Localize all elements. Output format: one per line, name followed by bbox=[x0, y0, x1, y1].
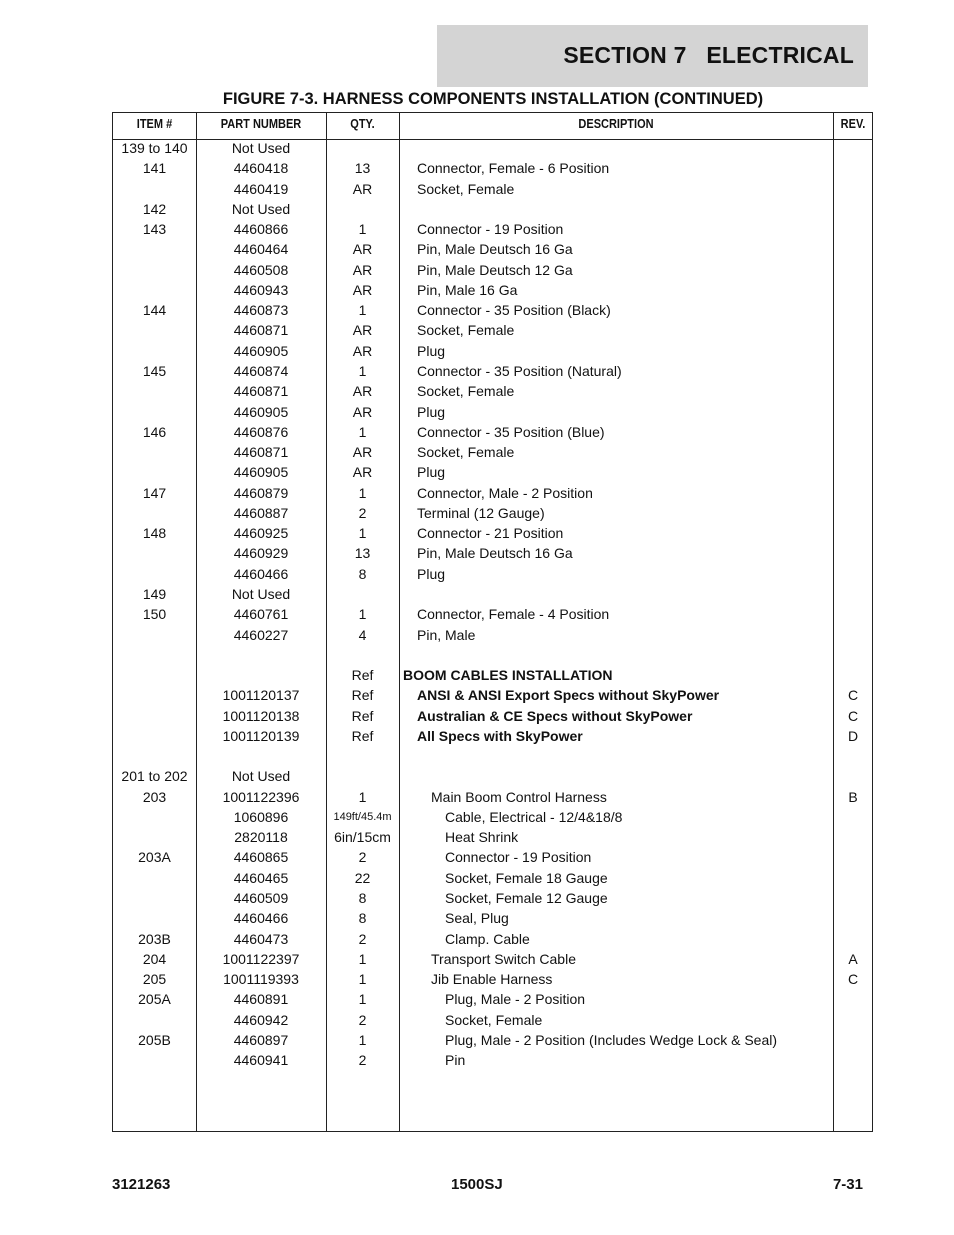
column-header-description: DESCRIPTION bbox=[578, 117, 654, 131]
cell-qty: 1 bbox=[358, 788, 367, 805]
cell-item: 203 bbox=[142, 788, 167, 805]
table-row bbox=[113, 300, 872, 320]
table-row bbox=[113, 199, 872, 219]
table-row bbox=[113, 503, 872, 523]
cell-qty: AR bbox=[352, 281, 373, 298]
cell-qty: 1 bbox=[358, 423, 367, 440]
column-header-qty: QTY. bbox=[350, 117, 375, 131]
cell-part: 4460925 bbox=[233, 525, 289, 542]
cell-desc: Transport Switch Cable bbox=[431, 950, 576, 967]
cell-item: 203B bbox=[138, 930, 171, 947]
cell-desc: Connector - 19 Position bbox=[445, 849, 592, 866]
cell-part: 4460887 bbox=[233, 504, 289, 521]
cell-qty: 2 bbox=[358, 930, 367, 947]
cell-qty: AR bbox=[352, 464, 373, 481]
column-header-item: ITEM # bbox=[136, 117, 173, 131]
cell-qty: AR bbox=[352, 403, 373, 420]
cell-item: 204 bbox=[142, 950, 167, 967]
table-row bbox=[113, 706, 872, 726]
table-row bbox=[113, 807, 872, 827]
cell-part: 4460905 bbox=[233, 464, 289, 481]
table-row bbox=[113, 766, 872, 786]
cell-qty: 13 bbox=[354, 545, 371, 562]
cell-part: 4460419 bbox=[233, 180, 289, 197]
cell-desc: Plug, Male - 2 Position (Includes Wedge Lock & Seal) bbox=[445, 1031, 778, 1048]
cell-desc: Pin, Male bbox=[417, 626, 476, 643]
cell-desc: All Specs with SkyPower bbox=[417, 727, 583, 744]
cell-part: 4460897 bbox=[233, 1031, 289, 1048]
cell-part: 4460761 bbox=[233, 606, 289, 623]
cell-desc: Pin, Male Deutsch 16 Ga bbox=[417, 545, 573, 562]
table-row bbox=[113, 625, 872, 645]
table-row bbox=[113, 543, 872, 563]
cell-part: 4460905 bbox=[233, 403, 289, 420]
cell-part: 4460473 bbox=[233, 930, 289, 947]
cell-desc: Connector, Female - 4 Position bbox=[417, 606, 610, 623]
table-row bbox=[113, 483, 872, 503]
cell-rev: D bbox=[847, 727, 859, 744]
cell-qty: 1 bbox=[358, 363, 367, 379]
cell-qty: Ref bbox=[351, 707, 374, 724]
cell-part: 1001120138 bbox=[222, 707, 300, 724]
table-row bbox=[113, 989, 872, 1009]
cell-item: 143 bbox=[142, 221, 167, 238]
cell-qty: AR bbox=[352, 383, 373, 400]
table-row bbox=[113, 158, 872, 178]
cell-desc: Connector, Female - 6 Position bbox=[417, 160, 610, 177]
table-row bbox=[113, 604, 872, 624]
cell-desc: Connector - 35 Position (Blue) bbox=[417, 423, 605, 440]
table-row bbox=[113, 645, 872, 665]
cell-qty: 13 bbox=[354, 160, 371, 177]
table-row bbox=[113, 665, 872, 685]
cell-desc: Plug bbox=[417, 565, 446, 582]
table-row bbox=[113, 827, 872, 847]
cell-desc: Pin bbox=[445, 1052, 466, 1069]
cell-desc: Socket, Female bbox=[417, 180, 515, 197]
table-row bbox=[113, 1010, 872, 1030]
cell-item: 149 bbox=[142, 585, 167, 602]
cell-item: 203A bbox=[138, 849, 171, 866]
cell-rev: C bbox=[847, 687, 859, 704]
table-row bbox=[113, 442, 872, 462]
cell-desc: Heat Shrink bbox=[445, 829, 519, 846]
cell-part: 1001122397 bbox=[222, 950, 300, 967]
cell-qty: 22 bbox=[354, 869, 371, 886]
figure-title: FIGURE 7-3. HARNESS COMPONENTS INSTALLATION (CONTINUED) bbox=[222, 90, 764, 108]
table-row bbox=[113, 320, 872, 340]
footer-model: 1500SJ bbox=[451, 1176, 503, 1193]
cell-part: 1001122396 bbox=[222, 788, 300, 805]
column-header-part-number: PART NUMBER bbox=[220, 117, 302, 131]
cell-part: 4460873 bbox=[233, 302, 289, 319]
cell-part: 4460943 bbox=[233, 281, 289, 298]
cell-part: 4460508 bbox=[233, 261, 289, 278]
cell-qty: 1 bbox=[358, 302, 367, 319]
cell-qty: 1 bbox=[358, 971, 367, 988]
table-row bbox=[113, 929, 872, 949]
cell-desc: Connector - 21 Position bbox=[417, 525, 564, 542]
table-row bbox=[113, 746, 872, 766]
cell-part: 4460891 bbox=[233, 991, 289, 1008]
cell-qty: 8 bbox=[358, 910, 367, 927]
cell-desc: Socket, Female bbox=[417, 322, 515, 339]
table-row bbox=[113, 908, 872, 928]
table-row bbox=[113, 361, 872, 381]
cell-desc: Cable, Electrical - 12/4&18/8 bbox=[445, 808, 623, 825]
cell-qty: 1 bbox=[358, 484, 367, 501]
cell-part: Not Used bbox=[231, 200, 291, 217]
cell-part: 4460865 bbox=[233, 849, 289, 866]
cell-item: 141 bbox=[142, 160, 167, 177]
cell-rev: C bbox=[847, 971, 859, 988]
table-row bbox=[113, 280, 872, 300]
cell-qty: 2 bbox=[358, 849, 367, 866]
table-row bbox=[113, 685, 872, 705]
cell-part: 1001119393 bbox=[223, 971, 299, 988]
cell-part: 1060896 bbox=[233, 808, 289, 825]
cell-desc: Seal, Plug bbox=[445, 910, 509, 927]
cell-qty: 2 bbox=[358, 504, 367, 521]
cell-desc: Connector - 19 Position bbox=[417, 221, 564, 238]
table-row bbox=[113, 462, 872, 482]
cell-item: 146 bbox=[142, 423, 167, 440]
cell-part: Not Used bbox=[231, 768, 291, 785]
cell-part: 4460871 bbox=[233, 383, 289, 400]
cell-item: 205B bbox=[138, 1031, 171, 1048]
cell-desc: Plug bbox=[417, 464, 446, 481]
cell-rev: C bbox=[847, 707, 859, 724]
cell-part: 2820118 bbox=[234, 829, 288, 846]
cell-qty: AR bbox=[352, 261, 373, 278]
cell-qty: 2 bbox=[358, 1052, 367, 1069]
table-row bbox=[113, 847, 872, 867]
cell-desc: Clamp. Cable bbox=[445, 930, 530, 947]
cell-desc: Jib Enable Harness bbox=[431, 971, 553, 988]
cell-desc: ANSI & ANSI Export Specs without SkyPower bbox=[417, 687, 720, 704]
cell-qty: 2 bbox=[358, 1011, 367, 1028]
cell-qty: Ref bbox=[351, 687, 374, 704]
cell-part: 4460866 bbox=[233, 221, 289, 238]
table-row bbox=[113, 949, 872, 969]
cell-qty: AR bbox=[352, 342, 373, 359]
column-header-rev: REV. bbox=[840, 117, 866, 131]
cell-desc: Connector - 35 Position (Natural) bbox=[417, 363, 622, 379]
cell-qty: 1 bbox=[358, 221, 367, 238]
cell-part: 1001120139 bbox=[222, 727, 300, 744]
cell-desc: Plug bbox=[417, 403, 446, 420]
cell-desc: Main Boom Control Harness bbox=[431, 788, 607, 805]
cell-qty: AR bbox=[352, 180, 373, 197]
cell-desc: Socket, Female 12 Gauge bbox=[445, 890, 608, 906]
cell-desc: Socket, Female bbox=[417, 383, 515, 400]
cell-qty: 6in/15cm bbox=[334, 829, 391, 846]
cell-part: 4460941 bbox=[233, 1052, 289, 1069]
parts-table bbox=[112, 112, 873, 1132]
cell-qty: 1 bbox=[358, 991, 367, 1008]
cell-part: Not Used bbox=[231, 585, 291, 602]
cell-qty: AR bbox=[352, 444, 373, 461]
cell-qty: 1 bbox=[358, 606, 367, 623]
table-row bbox=[113, 179, 872, 199]
cell-qty: 1 bbox=[358, 950, 367, 967]
table-row bbox=[113, 260, 872, 280]
cell-part: 4460871 bbox=[233, 322, 289, 339]
cell-qty: AR bbox=[352, 241, 373, 258]
table-row bbox=[113, 584, 872, 604]
cell-qty: 8 bbox=[358, 890, 367, 906]
cell-item: 205 bbox=[142, 971, 167, 988]
cell-item: 145 bbox=[142, 363, 167, 379]
cell-part: 4460874 bbox=[233, 363, 289, 379]
cell-part: 4460871 bbox=[233, 444, 289, 461]
cell-rev: B bbox=[848, 788, 858, 805]
table-row bbox=[113, 381, 872, 401]
cell-part: 4460227 bbox=[233, 626, 289, 643]
cell-item: 147 bbox=[142, 484, 167, 501]
cell-part: 1001120137 bbox=[222, 687, 300, 704]
cell-qty: 149ft/45.4m bbox=[333, 810, 392, 823]
cell-part: 4460942 bbox=[233, 1011, 289, 1028]
table-row bbox=[113, 969, 872, 989]
cell-desc: Pin, Male 16 Ga bbox=[417, 281, 518, 298]
table-row bbox=[113, 523, 872, 543]
table-row bbox=[113, 787, 872, 807]
cell-desc: Terminal (12 Gauge) bbox=[417, 504, 545, 521]
cell-desc: Plug bbox=[417, 342, 446, 359]
cell-desc: Connector - 35 Position (Black) bbox=[417, 302, 611, 319]
cell-part: 4460418 bbox=[233, 160, 289, 177]
table-row bbox=[113, 1030, 872, 1050]
section-banner bbox=[437, 25, 868, 87]
cell-part: 4460876 bbox=[233, 423, 289, 440]
cell-desc: Socket, Female 18 Gauge bbox=[445, 869, 608, 886]
cell-part: 4460929 bbox=[233, 545, 289, 562]
table-row bbox=[113, 239, 872, 259]
cell-part: 4460879 bbox=[233, 484, 289, 501]
table-row bbox=[113, 564, 872, 584]
cell-qty: 8 bbox=[358, 565, 367, 582]
footer-page-number: 7-31 bbox=[832, 1176, 863, 1193]
section-title: SECTION 7 ELECTRICAL bbox=[563, 42, 854, 68]
cell-item: 139 to 140 bbox=[121, 140, 188, 156]
cell-desc: Connector, Male - 2 Position bbox=[417, 484, 593, 501]
cell-desc: BOOM CABLES INSTALLATION bbox=[403, 667, 613, 683]
cell-part: 4460465 bbox=[233, 869, 289, 886]
table-row bbox=[113, 422, 872, 442]
cell-part: 4460509 bbox=[233, 890, 289, 906]
cell-desc: Australian & CE Specs without SkyPower bbox=[417, 707, 693, 724]
table-row bbox=[113, 888, 872, 908]
cell-desc: Pin, Male Deutsch 12 Ga bbox=[417, 261, 573, 278]
cell-part: 4460905 bbox=[233, 342, 289, 359]
cell-part: Not Used bbox=[231, 140, 291, 156]
cell-part: 4460466 bbox=[233, 910, 289, 927]
cell-part: 4460466 bbox=[233, 565, 289, 582]
table-row bbox=[113, 138, 872, 158]
cell-qty: Ref bbox=[351, 727, 374, 744]
cell-rev: A bbox=[848, 950, 858, 967]
cell-desc: Pin, Male Deutsch 16 Ga bbox=[417, 241, 573, 258]
cell-qty: AR bbox=[352, 322, 373, 339]
cell-qty: 4 bbox=[358, 626, 367, 643]
table-row bbox=[113, 868, 872, 888]
cell-qty: 1 bbox=[358, 525, 367, 542]
cell-item: 205A bbox=[138, 991, 171, 1008]
cell-item: 144 bbox=[142, 302, 167, 319]
cell-qty: 1 bbox=[358, 1031, 367, 1048]
cell-qty: Ref bbox=[351, 667, 374, 683]
footer-doc-number: 3121263 bbox=[112, 1176, 171, 1193]
cell-item: 201 to 202 bbox=[121, 768, 188, 785]
cell-desc: Plug, Male - 2 Position bbox=[445, 991, 586, 1008]
table-row bbox=[113, 1050, 872, 1070]
cell-part: 4460464 bbox=[233, 241, 289, 258]
cell-item: 150 bbox=[142, 606, 167, 623]
cell-item: 142 bbox=[142, 200, 167, 217]
cell-desc: Socket, Female bbox=[417, 444, 515, 461]
table-row bbox=[113, 402, 872, 422]
table-row bbox=[113, 219, 872, 239]
cell-desc: Socket, Female bbox=[445, 1011, 543, 1028]
table-row bbox=[113, 341, 872, 361]
table-row bbox=[113, 726, 872, 746]
cell-item: 148 bbox=[142, 525, 167, 542]
